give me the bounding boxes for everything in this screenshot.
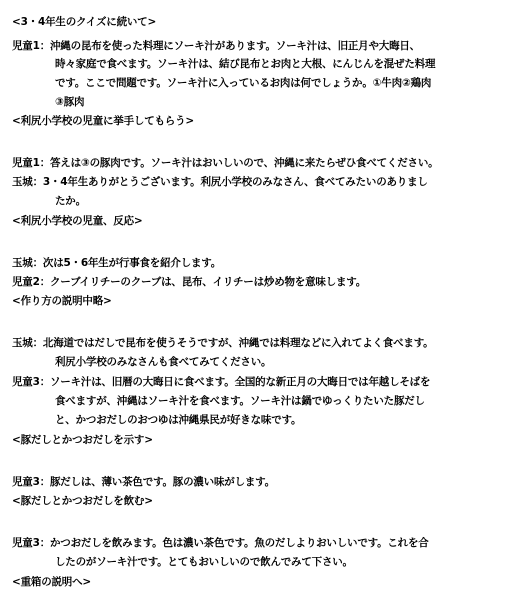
speaker-line: 児童1：沖縄の昆布を使った料理にソーキ汁があります。ソーキ汁は、旧正月や大晦日、 xyxy=(12,40,420,52)
speaker-line-continuation: 食べますが、沖縄はソーキ汁を食べます。ソーキ汁は鍋でゆっくりたいた豚だし xyxy=(55,395,425,407)
speaker-line-continuation: たか。 xyxy=(55,195,86,207)
stage-direction: <豚だしとかつおだしを飲む> xyxy=(12,495,153,507)
speaker-line: 玉城：3・4年生ありがとうございます。利尻小学校のみなさん、食べてみたいのありまし xyxy=(12,176,428,188)
speaker-line: 児童2：クーブイリチーのクーブは、昆布、イリチーは炒め物を意味します。 xyxy=(12,276,367,288)
speaker-line: 児童3：豚だしは、薄い茶色です。豚の濃い味がします。 xyxy=(12,476,275,488)
speaker-line-continuation: です。ここで問題です。ソーキ汁に入っているお肉は何でしょうか。①牛肉②鶏肉 xyxy=(55,77,432,89)
speaker-line-continuation: と、かつおだしのおつゆは沖縄県民が好きな味です。 xyxy=(55,414,302,426)
speaker-line: 児童3：かつおだしを飲みます。色は濃い茶色です。魚のだしよりおいしいです。これを合 xyxy=(12,537,429,549)
stage-direction: <重箱の説明へ> xyxy=(12,576,91,588)
speaker-line: 玉城：北海道ではだしで昆布を使うそうですが、沖縄では料理などに入れてよく食べます。 xyxy=(12,337,434,349)
speaker-line-continuation: 時々家庭で食べます。ソーキ汁は、結び昆布とお肉と大根、にんじんを混ぜた料理 xyxy=(55,58,436,70)
speaker-line: 児童1：答えは③の豚肉です。ソーキ汁はおいしいので、沖縄に来たらぜひ食べてください。 xyxy=(12,157,439,169)
stage-direction: <利尻小学校の児童に挙手してもらう> xyxy=(12,115,194,127)
speaker-line: 児童3：ソーキ汁は、旧暦の大晦日に食べます。全国的な新正月の大晦日では年越しそばを xyxy=(12,376,431,388)
speaker-line-continuation: したのがソーキ汁です。とてもおいしいので飲んでみて下さい。 xyxy=(55,556,353,568)
stage-direction: <作り方の説明中略> xyxy=(12,295,112,307)
stage-direction: <豚だしとかつおだしを示す> xyxy=(12,434,153,446)
speaker-line-continuation: ③豚肉 xyxy=(55,96,85,108)
speaker-line-continuation: 利尻小学校のみなさんも食べてみてください。 xyxy=(55,356,272,368)
stage-direction: <利尻小学校の児童、反応> xyxy=(12,215,143,227)
speaker-line: 玉城：次は5・6年生が行事食を紹介します。 xyxy=(12,257,222,269)
stage-direction: <3・4年生のクイズに続いて> xyxy=(12,16,157,28)
